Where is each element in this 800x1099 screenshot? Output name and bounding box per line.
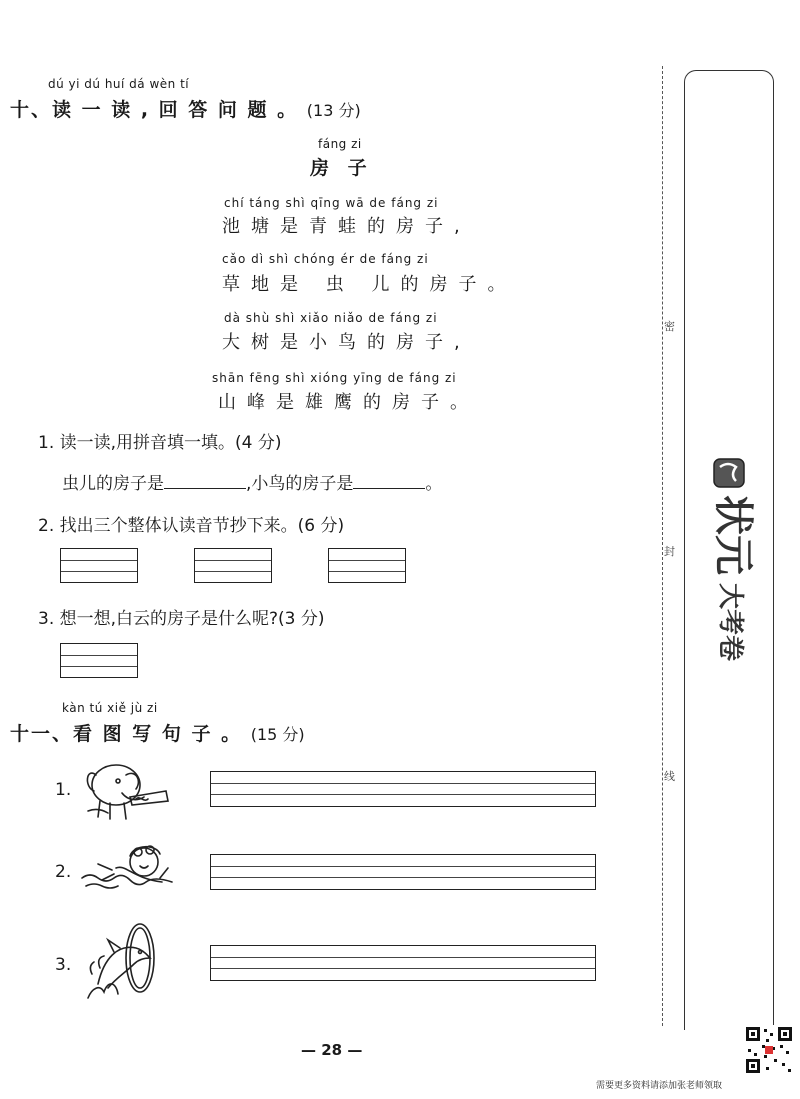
answer-box-q3[interactable] (60, 643, 138, 678)
sentence-line-2[interactable] (210, 854, 596, 890)
poem-line4-pinyin: shān fēng shì xióng yīng de fáng zi (212, 371, 457, 385)
svg-text:状元: 状元 (710, 495, 756, 575)
poem-line1-pinyin: chí táng shì qīng wā de fáng zi (224, 196, 439, 210)
dolphin-icon (78, 918, 164, 1004)
section11-score: (15 分) (250, 725, 305, 744)
poem-line1: 池塘是青蛙的房子, (222, 216, 471, 237)
fill-text-a: 虫儿的房子是 (62, 474, 164, 494)
answer-box-q2-2[interactable] (194, 548, 272, 583)
binding-dashed-line (662, 66, 663, 1026)
section11-title-text: 十一、看 图 写 句 子 。 (10, 723, 243, 745)
section11-title (10, 719, 305, 746)
section10-title-text: 十、读 一 读 , 回 答 问 题 。 (10, 99, 299, 121)
poem-title-pinyin: fáng zi (318, 137, 362, 151)
section10-score: (13 分) (306, 101, 361, 120)
side-char-xian: 线 (664, 770, 675, 783)
answer-blank-1[interactable] (164, 472, 246, 489)
side-char-feng: 封 (664, 545, 675, 558)
fill-text-b: ,小鸟的房子是 (246, 474, 354, 494)
poem-line2: 草地是 虫 儿的房子。 (222, 274, 517, 295)
swimmer-icon (76, 838, 176, 900)
answer-blank-2[interactable] (353, 472, 425, 489)
question-1: 1. 读一读,用拼音填一填。(4 分) (38, 433, 282, 453)
answer-box-q2-1[interactable] (60, 548, 138, 583)
answer-box-q2-3[interactable] (328, 548, 406, 583)
poem-line4: 山峰是雄鹰的房子。 (218, 392, 479, 413)
page-number: — 28 — (301, 1041, 363, 1059)
qr-code-icon (744, 1025, 794, 1075)
elephant-icon (78, 757, 174, 823)
logo-icon (706, 455, 758, 685)
item-1-number: 1. (55, 780, 72, 800)
sentence-line-1[interactable] (210, 771, 596, 807)
svg-text:大考卷: 大考卷 (715, 583, 745, 662)
question-3: 3. 想一想,白云的房子是什么呢?(3 分) (38, 609, 325, 629)
brand-logo (706, 455, 758, 685)
item-3-number: 3. (55, 955, 72, 975)
poem-line2-pinyin: cǎo dì shì chóng ér de fáng zi (222, 252, 429, 266)
poem-title: 房 子 (310, 157, 373, 179)
footer-note: 需要更多资料请添加张老师领取 (596, 1081, 723, 1091)
poem-line3-pinyin: dà shù shì xiǎo niǎo de fáng zi (224, 311, 438, 325)
section11-pinyin: kàn tú xiě jù zi (62, 701, 158, 715)
side-char-mi: 密 (664, 320, 675, 333)
section10-title (10, 95, 361, 122)
question-2: 2. 找出三个整体认读音节抄下来。(6 分) (38, 516, 345, 536)
poem-line3: 大树是小鸟的房子, (222, 332, 471, 353)
item-2-number: 2. (55, 862, 72, 882)
question-1-fill (62, 469, 442, 494)
section10-pinyin: dú yi dú huí dá wèn tí (48, 77, 190, 91)
sentence-line-3[interactable] (210, 945, 596, 981)
fill-text-c: 。 (425, 474, 443, 494)
